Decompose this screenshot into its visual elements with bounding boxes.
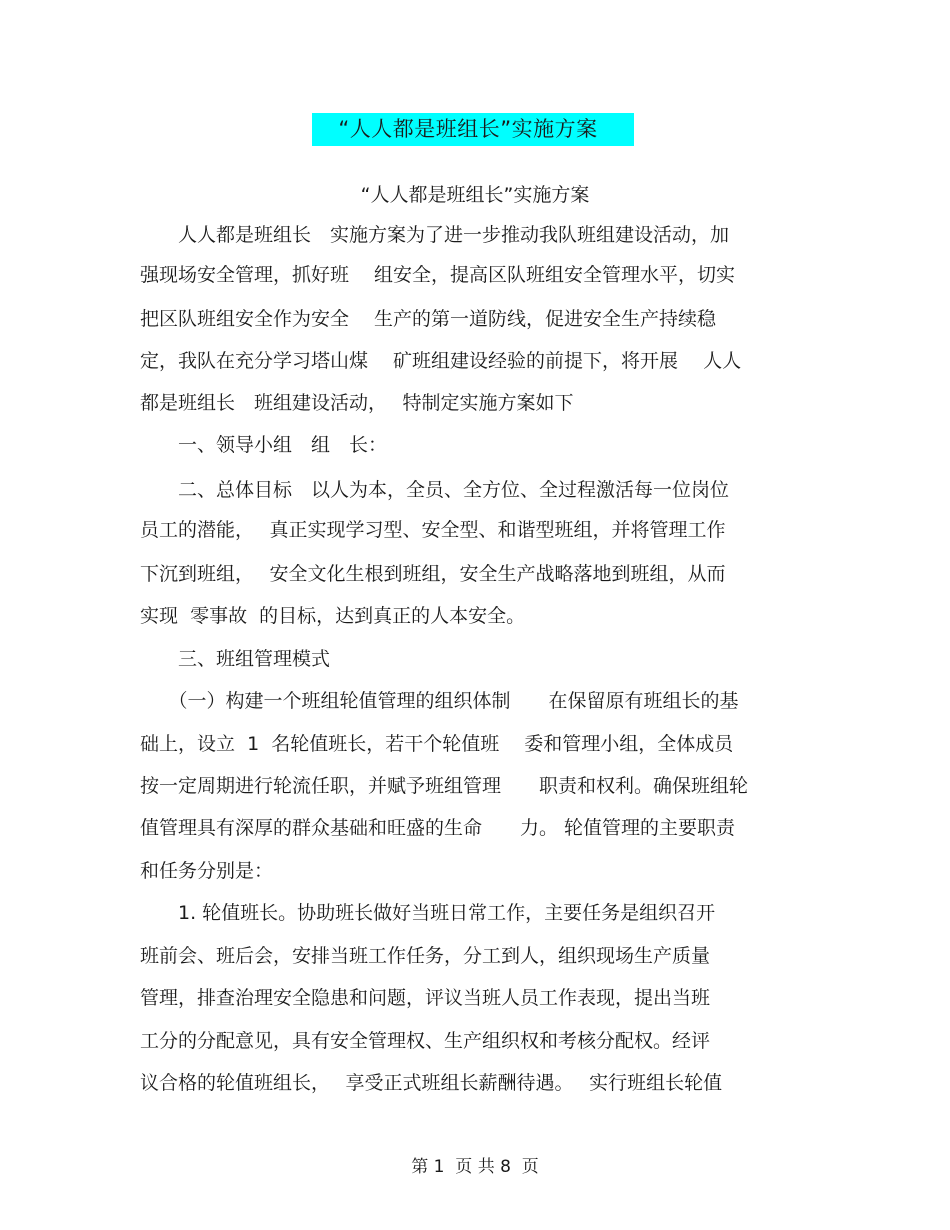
body-line: 工分的分配意见，具有安全管理权、生产组织权和考核分配权。经评	[140, 1030, 711, 1052]
page-number-footer: 第 1 页 共 8 页	[411, 1157, 539, 1177]
body-line: 议合格的轮值班组长， 享受正式班组长薪酬待遇。 实行班组长轮值	[140, 1072, 723, 1094]
body-line: 三、班组管理模式	[140, 648, 331, 670]
document-title: “人人都是班组长”实施方案	[360, 184, 590, 206]
body-line: 1. 轮值班长。协助班长做好当班日常工作，主要任务是组织召开	[140, 902, 716, 924]
body-line: 础上，设立 1 名轮值班长，若干个轮值班 委和管理小组，全体成员	[140, 733, 734, 755]
body-line: 一、领导小组 组 长：	[140, 434, 388, 456]
body-line: 强现场安全管理，抓好班 组安全，提高区队班组安全管理水平，切实	[140, 264, 736, 286]
body-line: 把区队班组安全作为安全 生产的第一道防线，促进安全生产持续稳	[140, 308, 717, 330]
body-line: 都是班组长 班组建设活动， 特制定实施方案如下	[140, 392, 574, 414]
highlighted-title: “人人都是班组长”实施方案	[312, 113, 634, 146]
body-line: 班前会、班后会，安排当班工作任务，分工到人，组织现场生产质量	[140, 945, 711, 967]
body-line: （一）构建一个班组轮值管理的组织体制 在保留原有班组长的基	[140, 690, 739, 712]
body-line: 定，我队在充分学习塔山煤 矿班组建设经验的前提下，将开展 人人	[140, 350, 742, 372]
body-line: 和任务分别是：	[140, 860, 274, 882]
body-line: 实现 零事故 的目标，达到真正的人本安全。	[140, 605, 526, 627]
body-line: 下沉到班组， 安全文化生根到班组，安全生产战略落地到班组，从而	[140, 563, 726, 585]
body-line: 员工的潜能， 真正实现学习型、安全型、和谐型班组，并将管理工作	[140, 519, 726, 541]
body-line: 管理，排查治理安全隐患和问题，评议当班人员工作表现，提出当班	[140, 987, 711, 1009]
body-line: 按一定周期进行轮流任职，并赋予班组管理 职责和权利。确保班组轮	[140, 775, 749, 797]
body-line: 值管理具有深厚的群众基础和旺盛的生命 力。 轮值管理的主要职责	[140, 817, 736, 839]
body-line: 人人都是班组长 实施方案为了进一步推动我队班组建设活动，加	[140, 224, 730, 246]
body-line: 二、总体目标 以人为本，全员、全方位、全过程激活每一位岗位	[140, 479, 730, 501]
